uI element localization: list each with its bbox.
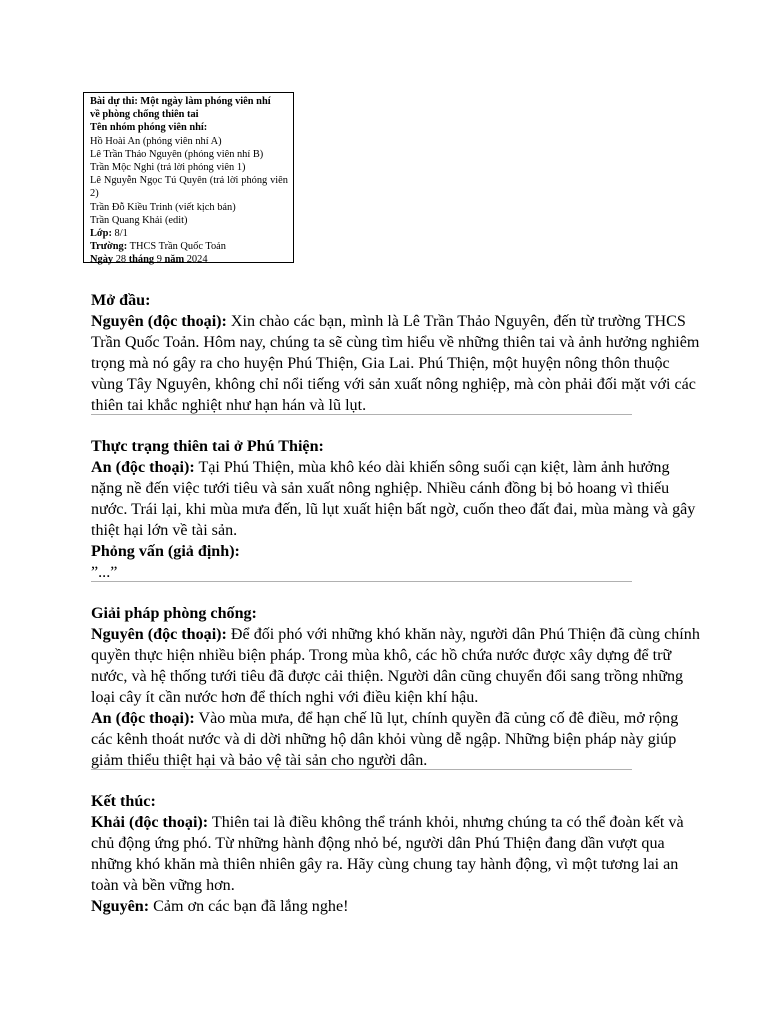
speaker-label: Nguyên (độc thoại): <box>91 626 227 643</box>
paragraph-text: Để đối phó với những khó khăn này, người dân Phú Thiện đã cùng chính quyền thực hiện nhiều biện pháp. Trong mùa khô, các hồ chứa nước được xây dựng để trữ nước, và hệ thống tưới tiêu đã được cải thiện. Người dân cũng chuyển đổi sang trồng những loại cây ít cần nước hơn để thích nghi với điều kiện khí hậu. <box>91 626 700 706</box>
class-value: 8/1 <box>111 228 128 240</box>
date-day: 28 <box>113 254 129 266</box>
paragraph-text: Cảm ơn các bạn đã lắng nghe! <box>149 898 349 915</box>
speaker-label: Nguyên (độc thoại): <box>91 313 227 330</box>
paragraph-text: Tại Phú Thiện, mùa khô kéo dài khiến sông suối cạn kiệt, làm ảnh hưởng nặng nề đến việc tưới tiêu và sản xuất nông nghiệp. Nhiều cánh đồng bị bỏ hoang vì thiếu nước. Trái lại, khi mùa mưa đến, lũ lụt xuất hiện bất ngờ, cuốn theo đất đai, mùa màng và gây thiệt hại lớn về tài sản. <box>91 459 696 539</box>
date-year: 2024 <box>184 254 208 266</box>
date-line <box>90 253 288 266</box>
situation-paragraph <box>91 457 701 541</box>
solutions-title: Giải pháp phòng chống: <box>91 605 257 622</box>
date-thang: tháng <box>128 254 155 266</box>
date-ngay: Ngày <box>90 254 114 266</box>
contest-title-line1: Bài dự thi: Một ngày làm phóng viên nhí <box>90 96 271 107</box>
member-item: Trần Mộc Nghi (trả lời phóng viên 1) <box>90 162 246 174</box>
speaker-label: Nguyên: <box>91 898 150 915</box>
school-label: Trường: <box>90 241 128 253</box>
class-label: Lớp: <box>90 228 112 240</box>
info-box <box>83 92 294 266</box>
speaker-label: Khải (độc thoại): <box>91 814 209 831</box>
member-item: Lê Nguyễn Ngọc Tú Quyên (trả lời phóng viên 2) <box>90 175 288 200</box>
document-body <box>91 290 701 917</box>
member-item: Hồ Hoài An (phóng viên nhí A) <box>90 135 222 147</box>
speaker-label: An (độc thoại): <box>91 710 195 727</box>
class-line <box>90 227 288 240</box>
solutions-paragraph-1 <box>91 624 701 708</box>
member-item: Trần Quang Khải (edit) <box>90 214 188 226</box>
paragraph-text: Vào mùa mưa, để hạn chế lũ lụt, chính quyền đã củng cố đê điều, mở rộng các kênh thoát nước và di dời những hộ dân khỏi vùng dễ ngập. Những biện pháp này giúp giảm thiểu thiệt hại và bảo vệ tài sản cho người dân. <box>91 710 679 769</box>
intro-title: Mở đầu: <box>91 292 151 309</box>
date-month: 9 <box>154 254 165 266</box>
date-nam: năm <box>164 254 185 266</box>
member-item: Lê Trần Thảo Nguyên (phóng viên nhí B) <box>90 148 264 160</box>
paragraph-text: Xin chào các bạn, mình là Lê Trần Thảo Nguyên, đến từ trường THCS Trần Quốc Toản. Hôm nay, chúng ta sẽ cùng tìm hiểu về những thiên tai và ảnh hưởng nghiêm trọng mà nó gây ra cho huyện Phú Thiện, Gia Lai. Phú Thiện, một huyện nông thôn thuộc vùng Tây Nguyên, không chỉ nổi tiếng với sản xuất nông nghiệp, mà còn phải đối mặt với các thiên tai khắc nghiệt như hạn hán và lũ lụt. <box>91 313 700 414</box>
situation-title: Thực trạng thiên tai ở Phú Thiện: <box>91 438 324 455</box>
member-item: Trần Đỗ Kiều Trinh (viết kịch bản) <box>90 201 236 213</box>
conclusion-paragraph-1 <box>91 812 701 896</box>
paragraph-text: Thiên tai là điều không thể tránh khỏi, nhưng chúng ta có thể đoàn kết và chủ động ứng phó. Từ những hành động nhỏ bé, người dân Phú Thiện đang dần vượt qua những khó khăn mà thiên nhiên gây ra. Hãy cùng chung tay hành động, vì một tương lai an toàn và bền vững hơn. <box>91 814 684 894</box>
team-label: Tên nhóm phóng viên nhí: <box>90 122 208 134</box>
school-line <box>90 240 288 253</box>
speaker-label: An (độc thoại): <box>91 459 195 476</box>
solutions-paragraph-2 <box>91 708 701 771</box>
conclusion-title: Kết thúc: <box>91 793 156 810</box>
intro-paragraph <box>91 311 701 416</box>
conclusion-paragraph-2 <box>91 896 701 917</box>
school-value: THCS Trần Quốc Toản <box>127 241 226 253</box>
contest-title-line2: về phòng chống thiên tai <box>90 109 199 121</box>
interview-title: Phỏng vấn (giả định): <box>91 543 240 560</box>
interview-text: ”...” <box>91 564 118 581</box>
